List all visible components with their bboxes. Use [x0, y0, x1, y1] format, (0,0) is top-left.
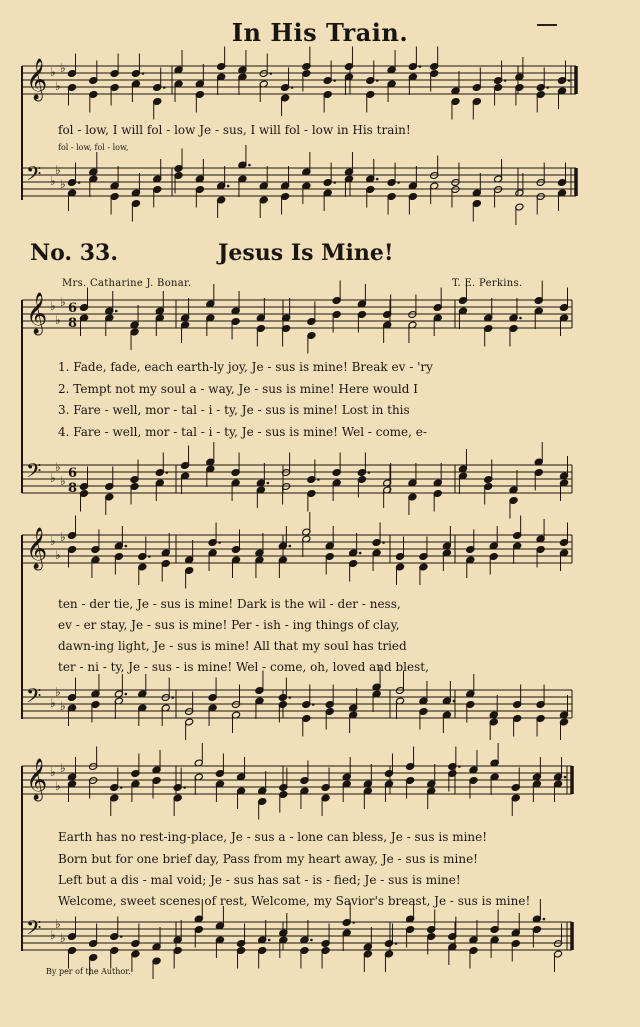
treble-clef-icon: 𝄞	[26, 759, 48, 800]
dot	[125, 693, 128, 696]
dot	[227, 185, 230, 188]
dot	[218, 541, 221, 544]
verse-line: ev - er stay, Je - sus is mine! Per - ish - ing things of clay,	[58, 618, 400, 632]
dot	[248, 164, 251, 167]
dot	[171, 696, 174, 699]
verse-line: 3. Fare - well, mor - tal - i - ty, Je - sus is mine! Lost in this	[58, 403, 410, 417]
flat-icon: ♭	[50, 765, 56, 779]
flat-icon: ♭	[60, 761, 66, 775]
dot	[352, 921, 355, 924]
dot	[267, 482, 270, 485]
bass-clef-icon: 𝄢	[26, 684, 42, 712]
dot	[419, 65, 422, 68]
dot	[564, 776, 567, 779]
flat-icon: ♭	[60, 61, 66, 75]
flat-icon: ♭	[55, 685, 61, 699]
time-signature: 6	[68, 466, 78, 481]
dot	[142, 72, 145, 75]
flat-icon: ♭	[50, 471, 56, 485]
dot	[504, 79, 507, 82]
dot	[125, 545, 128, 548]
flat-icon: ♭	[60, 295, 66, 309]
bass-clef-icon: 𝄢	[26, 459, 42, 487]
dot	[458, 765, 461, 768]
dot	[310, 939, 313, 942]
dot	[291, 86, 294, 89]
dot	[519, 317, 522, 320]
dot	[453, 700, 456, 703]
verse-line: dawn-ing light, Je - sus is mine! All that my soul has tried	[58, 639, 407, 653]
dot	[289, 696, 292, 699]
dot	[543, 918, 546, 921]
flat-icon: ♭	[50, 696, 56, 710]
verse-line: ten - der tie, Je - sus is mine! Dark is the wil - der - ness,	[58, 597, 401, 611]
dot	[165, 471, 168, 474]
flat-icon: ♭	[60, 699, 66, 713]
flat-icon: ♭	[55, 313, 61, 327]
dot	[312, 703, 315, 706]
dot	[376, 79, 379, 82]
dot	[163, 86, 166, 89]
verse-line: 1. Fade, fade, each earth-ly joy, Je - sus is mine! Break ev - 'ry	[58, 360, 433, 374]
bass-clef-icon: 𝄢	[26, 916, 42, 944]
flat-icon: ♭	[50, 928, 56, 942]
verse-line: Left but a dis - mal void; Je - sus has sat - is - fied; Je - sus is mine!	[58, 873, 461, 887]
flat-icon: ♭	[50, 65, 56, 79]
dot	[376, 178, 379, 181]
time-signature: 8	[68, 481, 78, 496]
dot	[183, 786, 186, 789]
hymn-title: Jesus Is Mine!	[218, 240, 394, 266]
footer-credit: By per of the Author.	[46, 967, 131, 976]
flat-icon: ♭	[55, 79, 61, 93]
flat-icon: ♭	[60, 177, 66, 191]
verse-line: Welcome, sweet scenes of rest, Welcome, my Savior's breast, Je - sus is mine!	[58, 894, 531, 908]
top-piece-title: In His Train.	[231, 18, 409, 47]
flat-icon: ♭	[60, 931, 66, 945]
dot	[395, 942, 398, 945]
dot	[120, 935, 123, 938]
bass-clef-icon: 𝄢	[26, 162, 42, 190]
dot	[120, 786, 123, 789]
dot	[317, 478, 320, 481]
time-signature: 8	[68, 316, 78, 331]
dot	[397, 181, 400, 184]
treble-clef-icon: 𝄞	[26, 293, 48, 334]
dot	[269, 72, 272, 75]
dot	[333, 181, 336, 184]
verse-line: Born but for one brief day, Pass from my heart away, Je - sus is mine!	[58, 852, 478, 866]
words-credit: Mrs. Catharine J. Bonar.	[62, 278, 192, 289]
verse-line: 2. Tempt not my soul a - way, Je - sus is mine! Here would I	[58, 382, 419, 396]
top-bass-lyric: fol - low, fol - low,	[58, 143, 129, 152]
dot	[289, 545, 292, 548]
flat-icon: ♭	[55, 548, 61, 562]
time-signature: 6	[68, 301, 78, 316]
music-credit: T. E. Perkins.	[452, 278, 523, 289]
treble-clef-icon: 𝄞	[26, 528, 48, 569]
flat-icon: ♭	[55, 163, 61, 177]
dot	[333, 79, 336, 82]
flat-icon: ♭	[50, 534, 56, 548]
verse-line: Earth has no rest-ing-place, Je - sus a - lone can bless, Je - sus is mine!	[58, 830, 488, 844]
hymn-number: No. 33.	[30, 240, 118, 266]
flat-icon: ♭	[55, 460, 61, 474]
flat-icon: ♭	[60, 530, 66, 544]
flat-icon: ♭	[55, 779, 61, 793]
flat-icon: ♭	[50, 299, 56, 313]
treble-clef-icon: 𝄞	[26, 59, 48, 100]
dot	[115, 310, 118, 313]
dot	[382, 541, 385, 544]
flat-icon: ♭	[50, 174, 56, 188]
verse-line: ter - ni - ty, Je - sus - is mine! Wel - come, oh, loved and blest,	[58, 660, 429, 674]
dot	[568, 79, 571, 82]
dot	[268, 939, 271, 942]
verse-line: 4. Fare - well, mor - tal - i - ty, Je - sus is mine! Wel - come, e-	[58, 425, 427, 439]
top-lyric-line: fol - low, I will fol - low Je - sus, I will fol - low in His train!	[58, 123, 411, 137]
flat-icon: ♭	[60, 474, 66, 488]
flat-icon: ♭	[55, 917, 61, 931]
dot	[368, 471, 371, 474]
dot	[359, 552, 362, 555]
dot	[546, 86, 549, 89]
dot	[78, 181, 81, 184]
dot	[148, 555, 151, 558]
